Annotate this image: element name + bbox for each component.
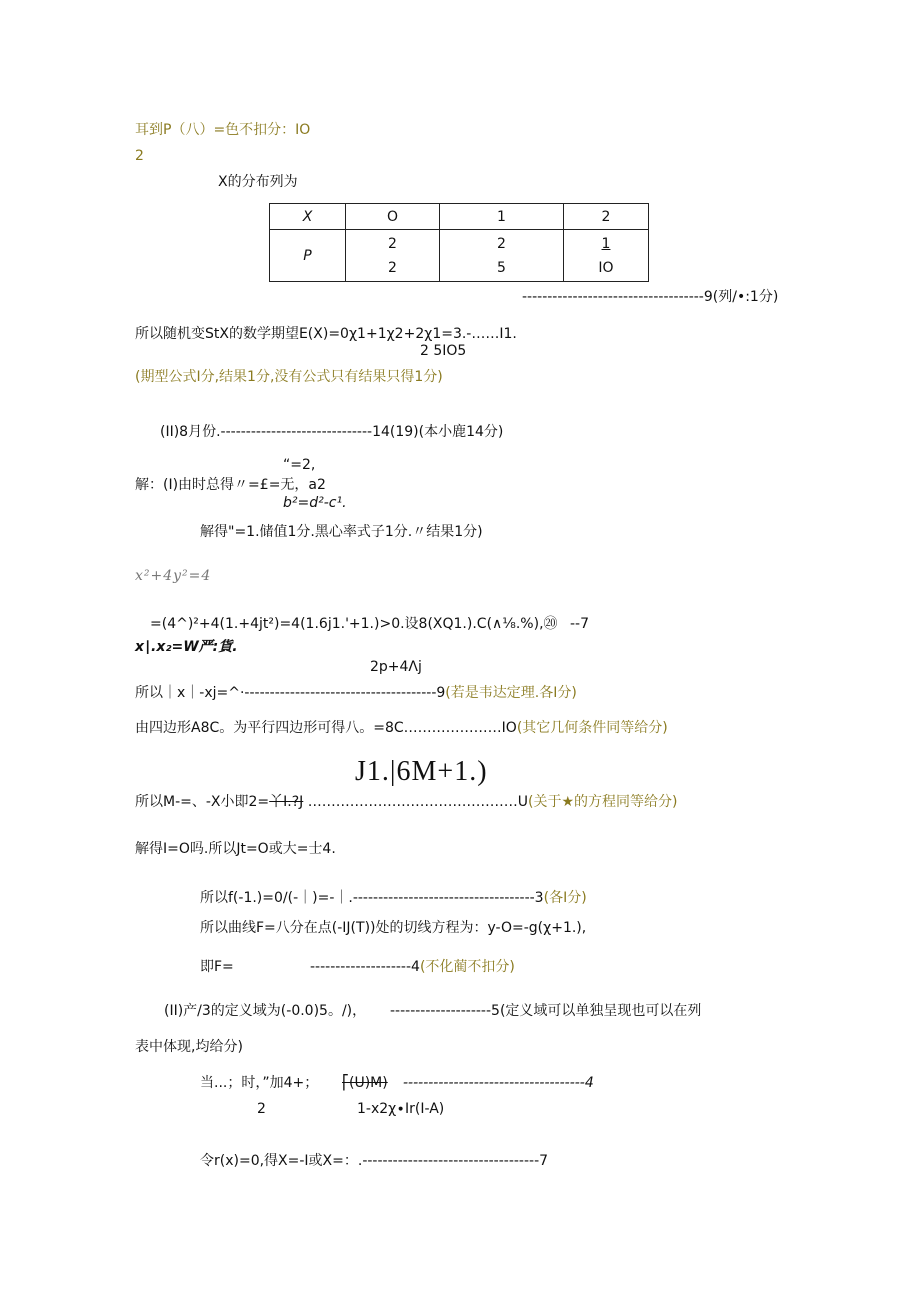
scoring-note: (各I分) bbox=[543, 890, 587, 906]
cell-bottom: 5 bbox=[497, 259, 506, 276]
vieta-line: x∣.x₂=W严:貨. bbox=[135, 639, 238, 655]
scoring-note: (不化蔺不扣分) bbox=[419, 959, 515, 975]
scoring-note: (关于★的方程同等给分) bbox=[528, 794, 678, 810]
expectation-line: 所以随机变StX的数学期望E(X)=0χ1+1χ2+2χ1=3.-……I1. bbox=[135, 326, 517, 342]
struck-formula: ⎡(U)M) bbox=[342, 1075, 388, 1091]
scoring-note-line: 耳到P（八）=色不扣分：IO bbox=[135, 122, 311, 138]
fraction-denominator: 2 bbox=[257, 1101, 266, 1117]
solution-text: 由四边形A8C。为平行四边形可得八。=8C…………………IO bbox=[135, 720, 517, 736]
score-marker: --7 bbox=[570, 616, 590, 632]
solution-line: 所以曲线F=八分在点(-IJ(T))处的切线方程为：y-O=-g(χ+1.), bbox=[200, 920, 587, 936]
solution-line bbox=[135, 721, 668, 735]
cell-top: 1 bbox=[601, 235, 611, 252]
cell-top: 2 bbox=[497, 235, 506, 252]
solution-line: --------------------5(定义域可以单独呈现也可以在列 bbox=[390, 1003, 702, 1019]
vieta-denominator: 2p+4Λj bbox=[370, 659, 422, 675]
table-cell bbox=[346, 230, 440, 282]
solution-text: 所以f(-1.)=0∕(-｜)=-｜.------------------------------------3 bbox=[200, 890, 544, 906]
solution-line: 解得"=1.储值1分.黑心率式子1分.〃结果1分) bbox=[200, 524, 483, 540]
solution-line bbox=[135, 795, 677, 809]
table-header-row bbox=[270, 204, 649, 230]
fraction-denominator: 1-x2χ∙Ir(I-A) bbox=[357, 1101, 445, 1117]
solution-line bbox=[310, 960, 515, 974]
cell-top: 2 bbox=[388, 235, 397, 252]
solution-line: 当...；时，”加4+； bbox=[200, 1075, 319, 1091]
solution-line bbox=[135, 686, 577, 700]
cell-bottom: IO bbox=[598, 259, 614, 276]
distribution-heading: X的分布列为 bbox=[218, 174, 298, 190]
solution-text: 所以M-=、-X小即2= bbox=[135, 794, 270, 810]
table-cell bbox=[564, 230, 649, 282]
score-marker: ------------------------------------4 bbox=[403, 1075, 594, 1091]
scoring-note: (若是韦达定理.各I分) bbox=[445, 685, 577, 701]
ellipse-equation: x²+4y²=4 bbox=[135, 568, 212, 584]
solution-line: (II)产/3的定义域为(-0.0)5。/)， bbox=[164, 1003, 367, 1019]
equation-fragment: “=2, bbox=[283, 457, 316, 473]
score-marker: ------------------------------------9(列/•:1分) bbox=[522, 289, 779, 305]
table-header-cell: 1 bbox=[440, 204, 564, 230]
expectation-denominators: 2 5IO5 bbox=[420, 343, 467, 359]
scoring-note: (其它几何条件同等给分) bbox=[516, 720, 668, 736]
table-header-cell: X bbox=[270, 204, 346, 230]
table-header-cell: O bbox=[346, 204, 440, 230]
table-cell bbox=[440, 230, 564, 282]
large-formula: J1.|6M+1.) bbox=[355, 756, 488, 787]
table-header-cell: 2 bbox=[564, 204, 649, 230]
scoring-note-denominator: 2 bbox=[135, 148, 144, 164]
distribution-table bbox=[269, 203, 649, 282]
solution-line: 表中体现,均给分) bbox=[135, 1039, 243, 1055]
solution-line: 令r(x)=0,得X=-I或X=：.-----------------------------------7 bbox=[200, 1153, 549, 1169]
scoring-note: (期型公式I分,结果1分,没有公式只有结果只得1分) bbox=[135, 369, 443, 385]
section-line: (II)8月份.------------------------------14(19)(本小鹿14分) bbox=[160, 424, 504, 440]
solution-line: 解：(I)由时总得〃=£=无，a2 bbox=[135, 477, 326, 493]
table-probability-row bbox=[270, 230, 649, 282]
struck-formula: 丫I.?J bbox=[269, 794, 304, 810]
discriminant-line: =(4^)²+4(1.+4jt²)=4(1.6j1.'+1.)>0.设8(XQ1.).C(∧⅛.%),⑳ bbox=[150, 616, 558, 632]
solution-line: 解得I=O吗.所以Jt=O或大=士4. bbox=[135, 841, 336, 857]
dotted-leader: ………………………………………U bbox=[307, 794, 528, 810]
solution-line: 即F= bbox=[200, 959, 234, 975]
score-marker: --------------------4 bbox=[310, 959, 420, 975]
cell-bottom: 2 bbox=[388, 259, 397, 276]
solution-line bbox=[200, 891, 587, 905]
table-row-label: P bbox=[270, 230, 346, 282]
solution-text: 所以｜x｜-xj=^·--------------------------------------9 bbox=[135, 685, 446, 701]
equation-fragment: b²=d²-c¹. bbox=[283, 495, 347, 511]
